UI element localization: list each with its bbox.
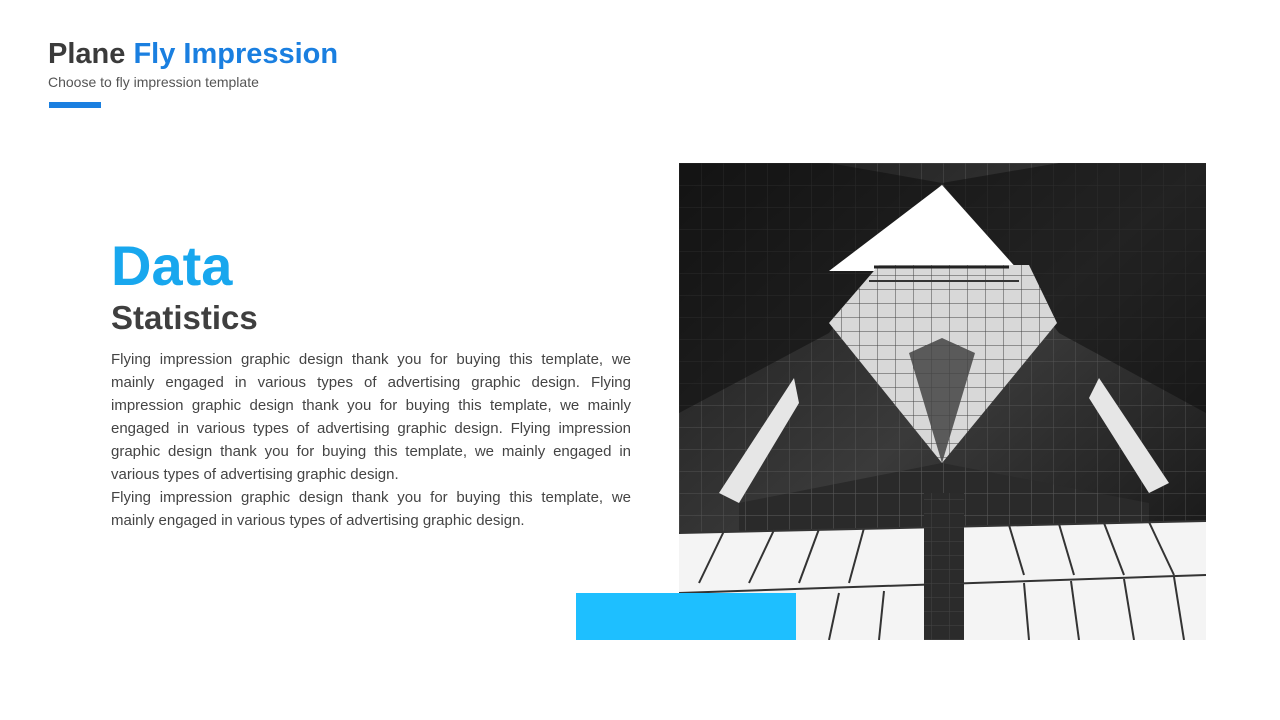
building-photo	[679, 163, 1206, 640]
slide-header	[48, 36, 338, 90]
title-part-blue: Fly Impression	[133, 38, 339, 70]
body-paragraph-2: Flying impression graphic design thank you for buying this template, we mainly engaged in various types of advertising graphic design.	[111, 489, 631, 529]
slide-subtitle: Choose to fly impression template	[48, 74, 259, 90]
slide-title	[48, 36, 338, 72]
section-subheading: Statistics	[111, 299, 258, 336]
accent-blue-block	[576, 593, 796, 640]
title-part-dark: Plane	[48, 38, 126, 70]
body-text	[111, 348, 631, 532]
title-underline-bar	[49, 102, 101, 108]
section-heading: Data	[111, 234, 233, 297]
body-paragraph-1: Flying impression graphic design thank you for buying this template, we mainly engaged in various types of advertising graphic design. Flying impression graphic design thank you for buying this template, we mainly engaged in various types of advertising graphic design. Flying impression graphic design thank you for buying this template, we mainly engaged in various types of advertising graphic design.	[111, 351, 631, 483]
